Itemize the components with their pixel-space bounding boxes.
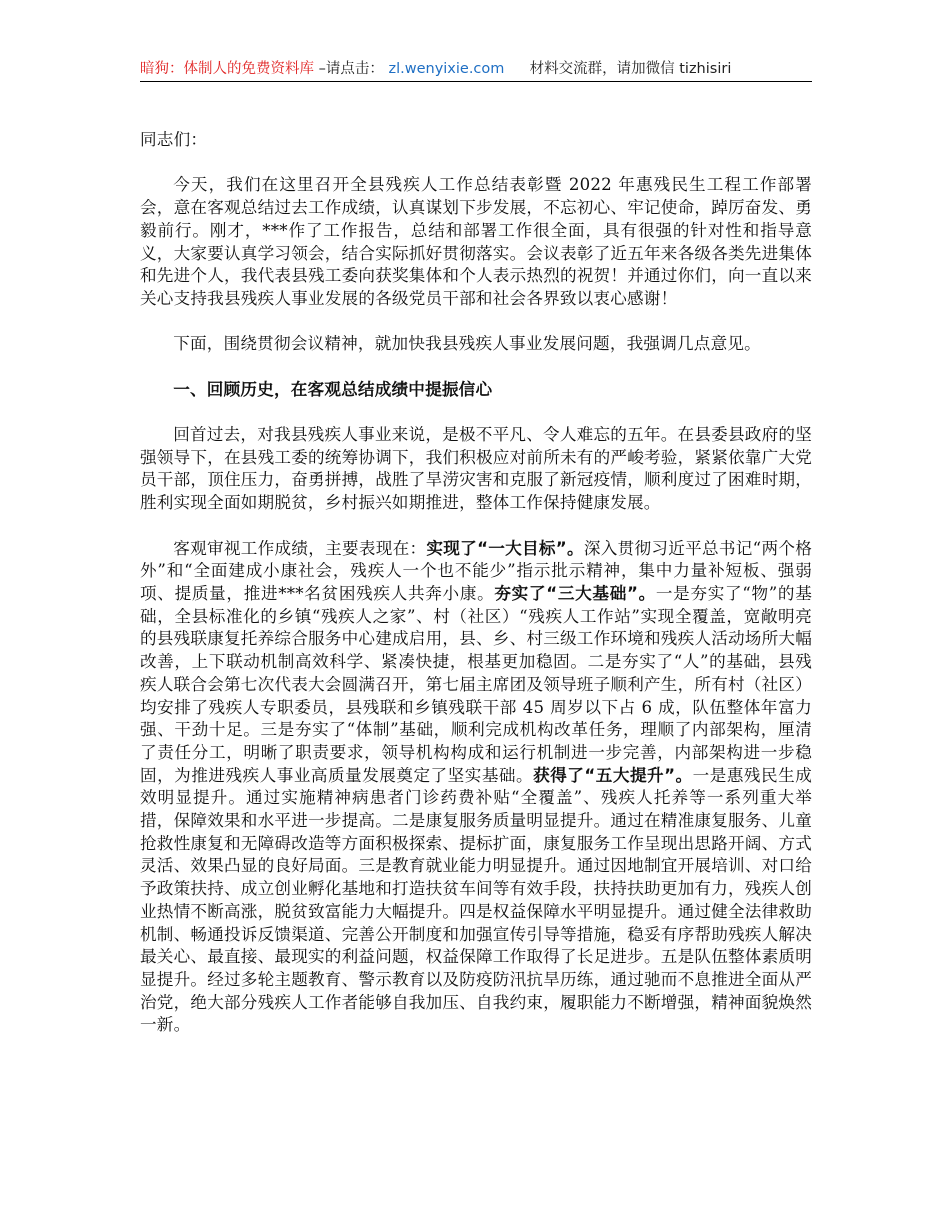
paragraph-intro: 今天，我们在这里召开全县残疾人工作总结表彰暨 2022 年惠残民生工程工作部署会，意在客观总结过去工作成绩，认真谋划下步发展，不忘初心、牢记使命，踔厉奋发、勇毅前行。刚才，***作了工作报告，总结和部署工作很全面，具有很强的针对性和指导意义，大家要认真学习领会，结合实际抓好贯彻落实。会议表彰了近五年来各级各类先进集体和先进个人，我代表县残工委向获奖集体和个人表示热烈的祝贺！并通过你们，向一直以来关心支持我县残疾人事业发展的各级党员干部和社会各界致以衷心感谢！ bbox=[140, 175, 812, 308]
header-divider bbox=[140, 81, 812, 82]
paragraph-achievements bbox=[140, 538, 812, 1037]
greeting: 同志们： bbox=[140, 130, 208, 149]
text-segment: 一是惠残民生成效明显提升。通过实施精神病患者门诊药费补贴“全覆盖”、残疾人托养等一系列重大举措，保障效果和水平进一步提高。二是康复服务质量明显提升。通过在精准康复服务、儿童抢救性康复和无障碍改造等方面积极探索、提标扩面，康复服务工作呈现出思路开阔、方式灵活、效果凸显的良好局面。三是教育就业能力明显提升。通过因地制宜开展培训、对口给予政策扶持、成立创业孵化基地和打造扶贫车间等有效手段，扶持扶助更加有力，残疾人创业热情不断高涨，脱贫致富能力大幅提升。四是权益保障水平明显提升。通过健全法律救助机制、畅通投诉反馈渠道、完善公开制度和加强宣传引导等措施，稳妥有序帮助残疾人解决最关心、最直接、最现实的利益问题，权益保障工作取得了长足进步。五是队伍整体素质明显提升。经过多轮主题教育、警示教育以及防疫防汛抗旱历练，通过驰而不息推进全面从严治党，绝大部分残疾人工作者能够自我加压、自我约束，履职能力不断增强，精神面貌焕然一新。 bbox=[140, 765, 812, 1035]
prompt-text: –请点击： bbox=[318, 61, 384, 77]
contact-text: 材料交流群，请加微信 tizhisiri bbox=[529, 61, 732, 77]
paragraph-review: 回首过去，对我县残疾人事业来说，是极不平凡、令人难忘的五年。在县委县政府的坚强领导下，在县残工委的统筹协调下，我们积极应对前所未有的严峻考验，紧紧依靠广大党员干部，顶住压力，奋勇拼搏，战胜了旱涝灾害和克服了新冠疫情，顺利度过了困难时期，胜利实现全面如期脱贫，乡村振兴如期推进，整体工作保持健康发展。 bbox=[140, 425, 812, 513]
bold-one-goal: 实现了“一大目标”。 bbox=[426, 538, 584, 558]
site-link[interactable]: zl.wenyixie.com bbox=[388, 61, 505, 77]
bold-three-foundations: 夯实了“三大基础”。 bbox=[494, 583, 656, 603]
document-body bbox=[140, 129, 812, 1060]
bold-five-improvements: 获得了“五大提升”。 bbox=[533, 765, 693, 785]
paragraph-transition: 下面，围绕贯彻会议精神，就加快我县残疾人事业发展问题，我强调几点意见。 bbox=[173, 334, 761, 354]
text-segment: 深入贯彻习近平总书记“两个格外”和“全面建成小康社会，残疾人一个也不能少”指示批示精神，集中力量补短板、强弱项、提质量，推进***名贫困残疾人共奔小康。 bbox=[140, 538, 812, 603]
section-heading: 一、回顾历史，在客观总结成绩中提振信心 bbox=[173, 379, 493, 399]
text-segment: 客观审视工作成绩，主要表现在： bbox=[173, 538, 427, 558]
text-segment: 一是夯实了“物”的基础，全县标准化的乡镇“残疾人之家”、村（社区）“残疾人工作站”实现全覆盖，宽敞明亮的县残联康复托养综合服务中心建成启用，县、乡、村三级工作环境和残疾人活动场所大幅改善，上下联动机制高效科学、紧凑快捷，根基更加稳固。二是夯实了“人”的基础，县残疾人联合会第七次代表大会圆满召开，第七届主席团及领导班子顺利产生，所有村（社区）均安排了残疾人专职委员，县残联和乡镇残联干部 45 周岁以下占 6 成，队伍整体年富力强、干劲十足。三是夯实了“体制”基础，顺利完成机构改革任务，理顺了内部架构，厘清了责任分工，明晰了职责要求，领导机构构成和运行机制进一步完善，内部架构进一步稳固，为推进残疾人事业高质量发展奠定了坚实基础。 bbox=[140, 583, 813, 785]
brand-text: 暗狗：体制人的免费资料库 bbox=[140, 61, 314, 77]
page-header bbox=[140, 58, 812, 80]
